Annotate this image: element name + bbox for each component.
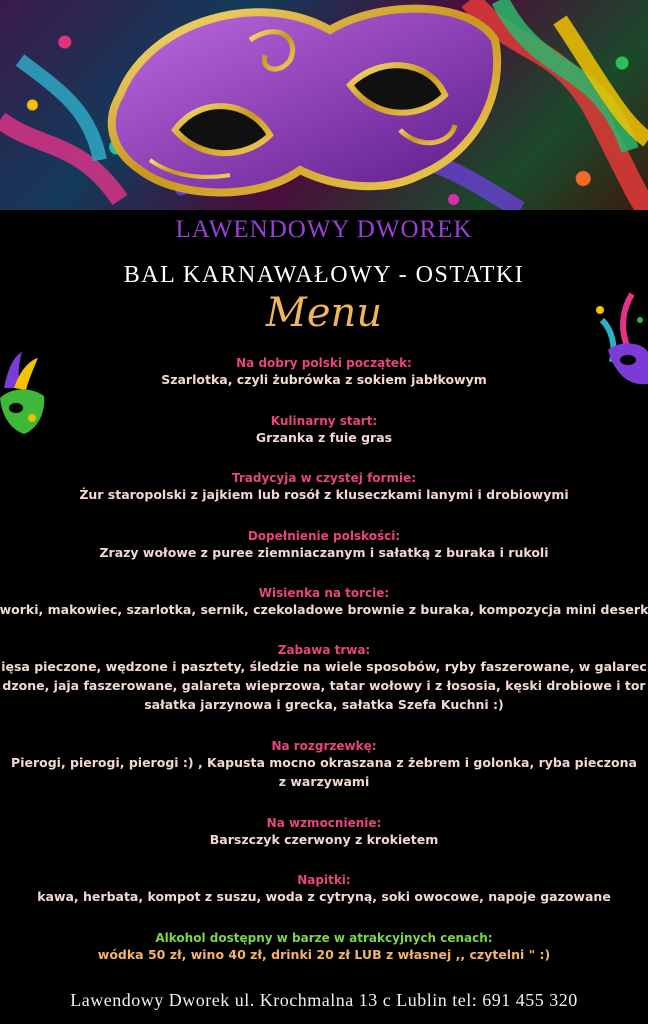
section-item: Barszczyk czerwony z krokietem [209, 832, 439, 847]
section-heading: Na wzmocnienie: [266, 816, 382, 830]
section-item: Szarlotka, czyli żubrówka z sokiem jabłkowym [161, 372, 487, 387]
menu-section [0, 529, 648, 562]
section-item: ięsa pieczone, wędzone i pasztety, śledzie na wiele sposobów, ryby faszerowane, w galarec [1, 659, 647, 674]
footer-contact: Lawendowy Dworek ul. Krochmalna 13 c Lublin tel: 691 455 320 [70, 990, 578, 1010]
alcohol-prices: wódka 50 zł, wino 40 zł, drinki 20 zł LUB z własnej ,, czytelni " :) [97, 947, 551, 962]
section-item: dzone, jaja faszerowane, galareta wieprzowa, tatar wołowy i z łososia, kęski drobiowe i tor [2, 678, 646, 693]
section-heading: Na dobry polski początek: [236, 356, 412, 370]
event-title: BAL KARNAWAŁOWY - OSTATKI [123, 262, 525, 288]
section-heading: Tradycyja w czystej formie: [231, 471, 417, 485]
section-item: sałatka jarzynowa i grecka, sałatka Szefa Kuchni :) [144, 697, 504, 712]
section-heading: Dopełnienie polskości: [247, 529, 401, 543]
menu-section [0, 414, 648, 447]
menu-section [0, 739, 648, 791]
hero-image [0, 0, 648, 210]
section-item: z warzywami [278, 774, 370, 789]
section-item: Pierogi, pierogi, pierogi :) , Kapusta mocno okraszana z żebrem i golonka, ryba pieczona [11, 755, 637, 770]
section-item: worki, makowiec, szarlotka, sernik, czekoladowe brownie z buraka, kompozycja mini deserk [0, 602, 648, 617]
section-item: Zrazy wołowe z puree ziemniaczanym i sałatką z buraka i rukoli [99, 545, 549, 560]
section-heading: Napitki: [297, 873, 351, 887]
menu-section [0, 586, 648, 619]
section-item: kawa, herbata, kompot z suszu, woda z cytryną, soki owocowe, napoje gazowane [37, 889, 611, 904]
alcohol-heading: Alkohol dostępny w barze w atrakcyjnych cenach: [155, 931, 493, 945]
venue-name: LAWENDOWY DWOREK [175, 216, 473, 243]
menu-section [0, 356, 648, 389]
alcohol-section [0, 931, 648, 964]
section-heading: Kulinarny start: [270, 414, 378, 428]
carnival-mask-illustration [0, 0, 648, 210]
section-item: Żur staropolski z jajkiem lub rosół z kluseczkami lanymi i drobiowymi [79, 487, 569, 502]
menu-section [0, 816, 648, 849]
section-heading: Wisienka na torcie: [258, 586, 390, 600]
section-heading: Na rozgrzewkę: [271, 739, 377, 753]
menu-section [0, 873, 648, 906]
menu-section [0, 643, 648, 714]
section-heading: Zabawa trwa: [277, 643, 371, 657]
menu-heading: Menu [265, 290, 383, 336]
section-item: Grzanka z fuie gras [255, 430, 393, 445]
menu-section [0, 471, 648, 504]
